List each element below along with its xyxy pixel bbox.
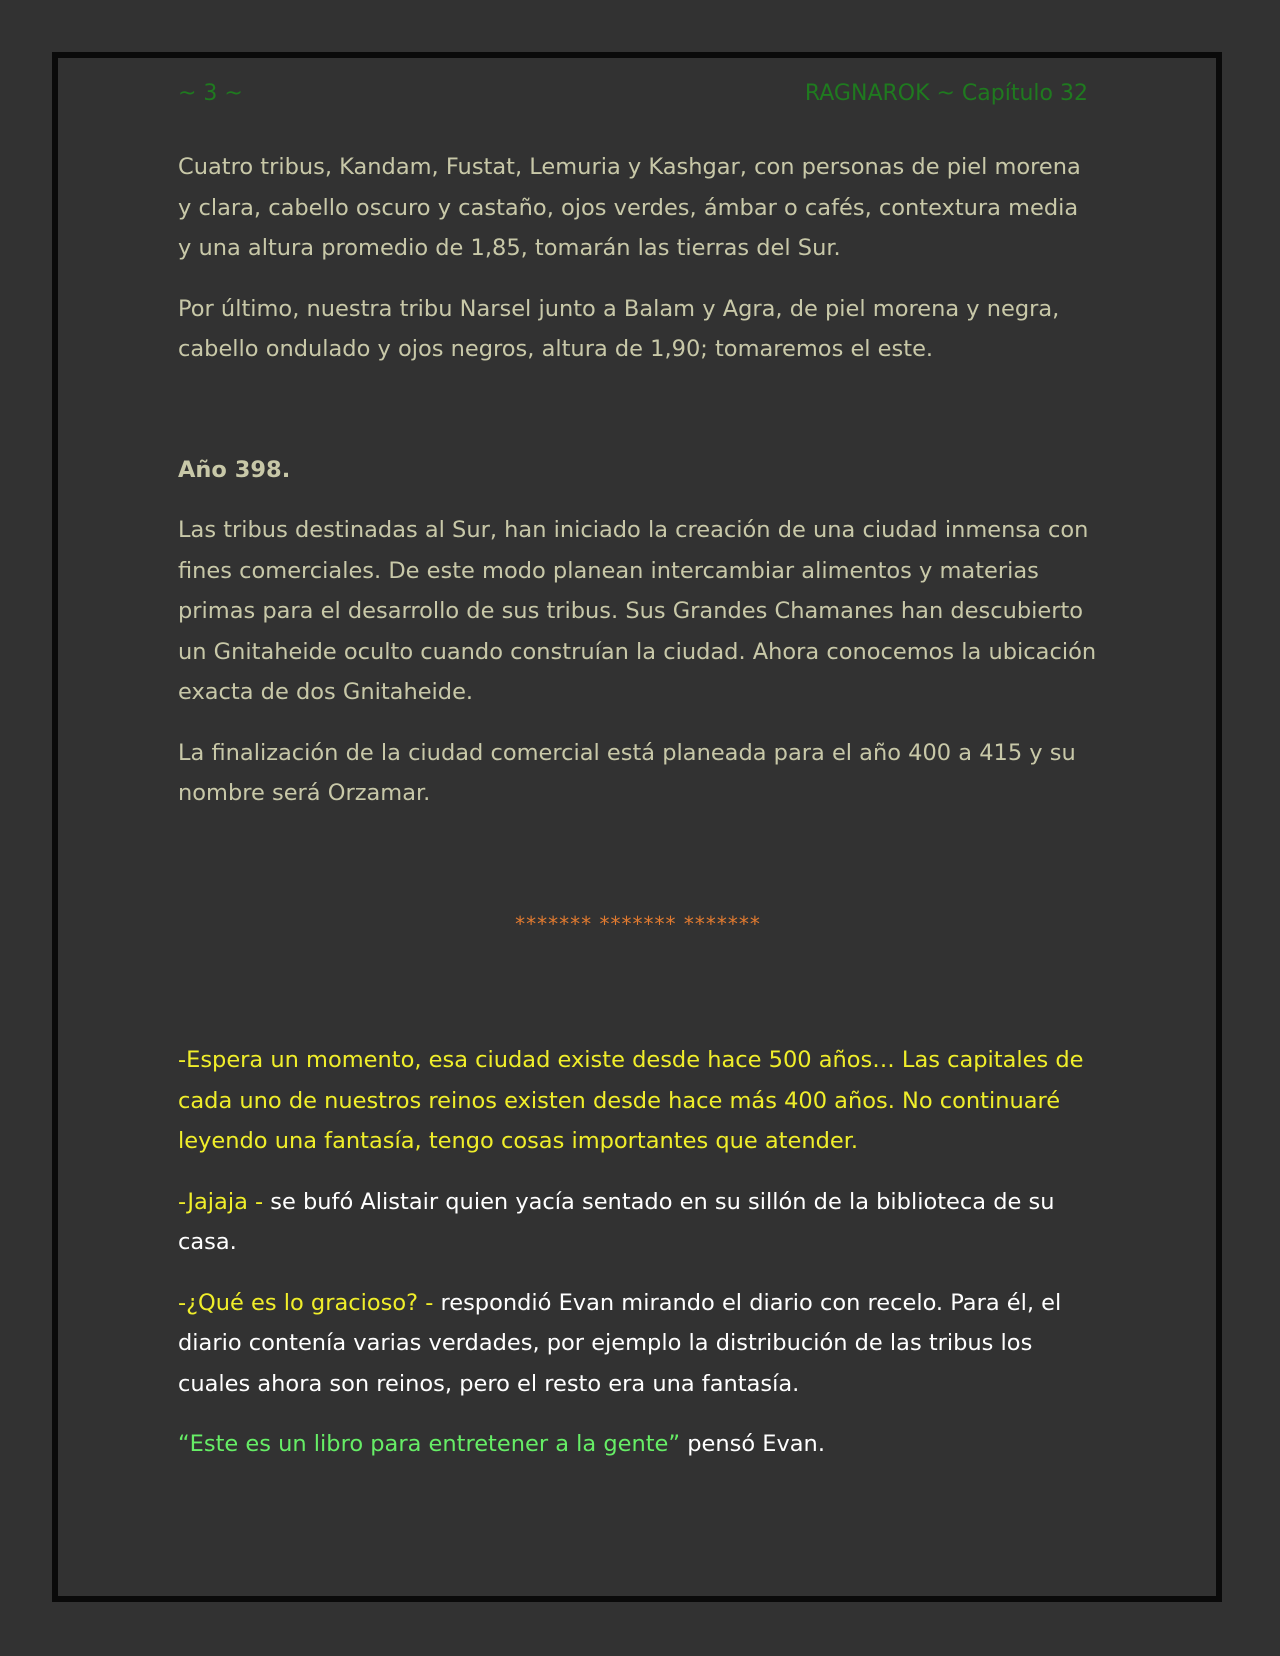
dialogue-evan-thought [178, 1424, 1098, 1465]
year-heading: Año 398. [178, 456, 291, 483]
paragraph-tribe-narsel: Por último, nuestra tribu Narsel junto a Balam y Agra, de piel morena y negra, cabello ondulado y ojos negros, altura de 1,90; tomaremos el este. [178, 295, 1060, 362]
dialogue-alistair-speech: -Jajaja - [178, 1188, 271, 1215]
paragraph-city-creation: Las tribus destinadas al Sur, han iniciado la creación de una ciudad inmensa con fines comerciales. De este modo planean intercambiar alimentos y materias primas para el desarrollo de sus tribus. Sus Grandes Chamanes han descubierto un Gnitaheide oculto cuando construían la ciudad. Ahora conocemos la ubicación exacta de dos Gnitaheide. [178, 517, 1097, 705]
running-title: RAGNAROK ~ Capítulo 32 [804, 81, 1088, 106]
page-header [178, 78, 1088, 110]
page-content [178, 147, 1098, 1485]
dialogue-evan-1: -Espera un momento, esa ciudad existe desde hace 500 años… Las capitales de cada uno de nuestros reinos existen desde hace más 400 años. No continuaré leyendo una fantasía, tengo cosas importantes que atender. [178, 1047, 1084, 1154]
dialogue-evan-2 [178, 1283, 1098, 1405]
dialogue-alistair [178, 1182, 1098, 1263]
evan-thought-narration: pensó Evan. [680, 1431, 825, 1457]
dialogue-alistair-narration: se bufó Alistair quien yacía sentado en su sillón de la biblioteca de su casa. [178, 1188, 1055, 1255]
section-separator: ******* ******* ******* [515, 911, 761, 936]
page-number: ~ 3 ~ [178, 81, 243, 106]
paragraph-tribes-south: Cuatro tribus, Kandam, Fustat, Lemuria y Kashgar, con personas de piel morena y clara, cabello oscuro y castaño, ojos verdes, ámbar o cafés, contextura media y una altura promedio de 1,85, tomarán las tierras del Sur. [178, 154, 1081, 261]
evan-thought: “Este es un libro para entretener a la gente” [178, 1431, 681, 1457]
dialogue-evan-2-speech: -¿Qué es lo gracioso? - [178, 1289, 441, 1316]
dialogue-evan-2-narration: respondió Evan mirando el diario con recelo. Para él, el diario contenía varias verdades, por ejemplo la distribución de las tribus los cuales ahora son reinos, pero el resto era una fantasía. [178, 1289, 1062, 1397]
paragraph-orzamar: La finalización de la ciudad comercial está planeada para el año 400 a 415 y su nombre será Orzamar. [178, 739, 1076, 806]
